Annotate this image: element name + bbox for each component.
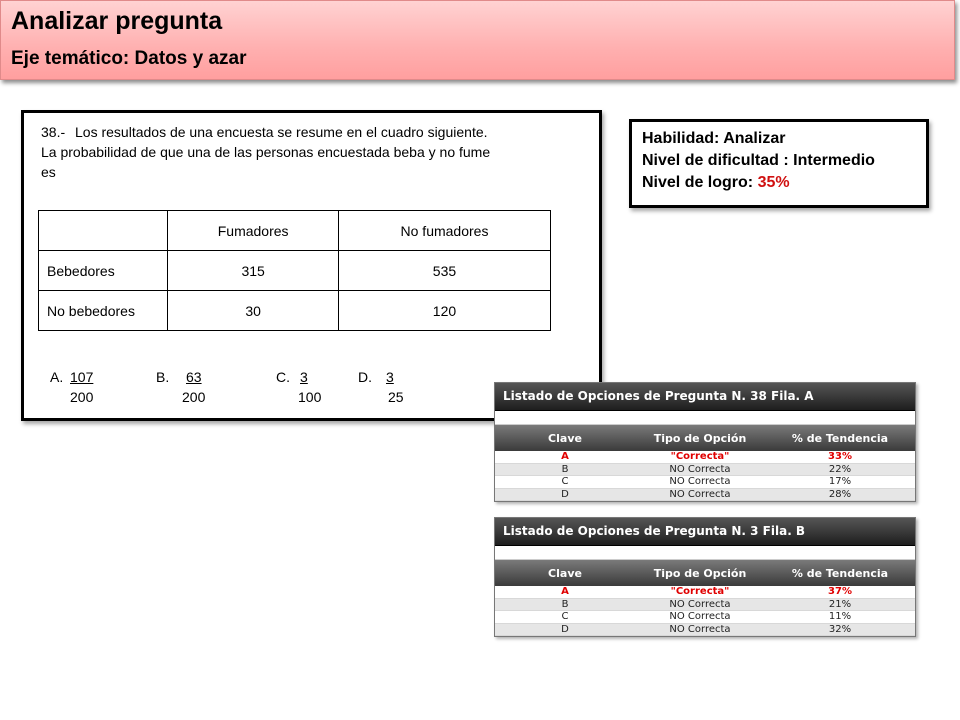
answer-option-c[interactable] (276, 367, 346, 407)
skill-label: Habilidad: (642, 130, 720, 147)
report-tipo: NO Correcta (669, 611, 731, 622)
report-spacer (495, 546, 915, 560)
report-clave: A (561, 586, 569, 597)
report-row (495, 586, 915, 599)
report-panel-b (494, 517, 916, 637)
report-clave: D (561, 488, 569, 500)
report-header-row (495, 425, 915, 451)
header-banner (0, 0, 955, 80)
report-pct: 33% (828, 451, 852, 462)
report-pct: 21% (828, 598, 852, 610)
option-denominator: 25 (388, 389, 404, 405)
answer-option-b[interactable] (156, 367, 226, 407)
report-header-cell: Tipo de Opción (653, 431, 747, 445)
report-tipo: NO Correcta (669, 463, 731, 475)
answer-option-d[interactable] (358, 367, 418, 407)
option-numerator: 3 (386, 369, 394, 385)
option-denominator: 100 (298, 389, 322, 405)
report-tipo: "Correcta" (670, 586, 730, 597)
report-header-cell: Clave (548, 431, 582, 445)
report-row (495, 611, 915, 624)
achievement-line (642, 172, 916, 194)
report-clave: A (561, 451, 569, 462)
answer-option-a[interactable] (50, 367, 110, 407)
report-pct: 28% (828, 488, 852, 500)
table-cell: 535 (338, 251, 550, 291)
table-header-cell: Fumadores (168, 211, 339, 251)
option-numerator: 107 (70, 369, 94, 385)
table-row (39, 251, 551, 291)
report-tipo: NO Correcta (669, 476, 731, 487)
report-header-cell: Clave (548, 566, 582, 580)
report-panel-a (494, 382, 916, 502)
report-pct: 11% (828, 611, 852, 622)
option-letter: A. (50, 369, 64, 385)
question-line-1: Los resultados de una encuesta se resume en el cuadro siguiente. (75, 124, 488, 140)
achievement-value: 35% (757, 174, 790, 191)
report-clave: B (561, 463, 569, 475)
report-clave: C (561, 476, 569, 487)
report-pct: 32% (828, 623, 852, 635)
report-clave: C (561, 611, 569, 622)
report-rows (495, 586, 915, 636)
difficulty-line (642, 150, 916, 172)
report-pct: 22% (828, 463, 852, 475)
report-header-cell: Tipo de Opción (653, 566, 747, 580)
report-spacer (495, 411, 915, 425)
question-number: 38.- (41, 124, 66, 140)
question-line-3: es (41, 164, 56, 180)
table-header-cell: No fumadores (338, 211, 550, 251)
report-rows (495, 451, 915, 501)
option-denominator: 200 (182, 389, 206, 405)
survey-table (38, 210, 551, 331)
option-letter: B. (156, 369, 170, 385)
option-numerator: 3 (300, 369, 308, 385)
table-header-row (39, 211, 551, 251)
report-pct: 37% (828, 586, 852, 597)
report-tipo: NO Correcta (669, 623, 731, 635)
question-text (41, 122, 586, 182)
table-row-label: Bebedores (39, 251, 168, 291)
page-title: Analizar pregunta (11, 7, 223, 35)
table-cell: 120 (338, 291, 550, 331)
page-subtitle: Eje temático: Datos y azar (11, 48, 247, 69)
table-cell: 30 (168, 291, 339, 331)
difficulty-label: Nivel de dificultad : (642, 152, 789, 169)
report-title: Listado de Opciones de Pregunta N. 3 Fila. B (495, 518, 915, 546)
report-pct: 17% (828, 476, 852, 487)
table-row-label: No bebedores (39, 291, 168, 331)
achievement-label: Nivel de logro: (642, 174, 754, 191)
question-line-2: La probabilidad de que una de las personas encuestada beba y no fume (41, 144, 491, 160)
report-title: Listado de Opciones de Pregunta N. 38 Fila. A (495, 383, 915, 411)
report-clave: D (561, 623, 569, 635)
report-clave: B (561, 598, 569, 610)
report-row (495, 476, 915, 489)
report-tipo: NO Correcta (669, 598, 731, 610)
table-row (39, 291, 551, 331)
report-tipo: NO Correcta (669, 488, 731, 500)
skill-line (642, 128, 916, 150)
report-row (495, 599, 915, 612)
report-tipo: "Correcta" (670, 451, 730, 462)
option-denominator: 200 (70, 389, 94, 405)
table-cell: 315 (168, 251, 339, 291)
option-letter: D. (358, 369, 372, 385)
report-header-cell: % de Tendencia (791, 431, 889, 445)
report-row (495, 451, 915, 464)
report-header-row (495, 560, 915, 586)
difficulty-value: Intermedio (793, 152, 875, 169)
table-header-cell (39, 211, 168, 251)
report-row (495, 464, 915, 477)
question-box (21, 110, 602, 421)
report-header-cell: % de Tendencia (791, 566, 889, 580)
option-letter: C. (276, 369, 290, 385)
report-row (495, 489, 915, 502)
report-row (495, 624, 915, 637)
skill-value: Analizar (723, 130, 786, 147)
option-numerator: 63 (186, 369, 202, 385)
question-info-box (629, 119, 929, 208)
